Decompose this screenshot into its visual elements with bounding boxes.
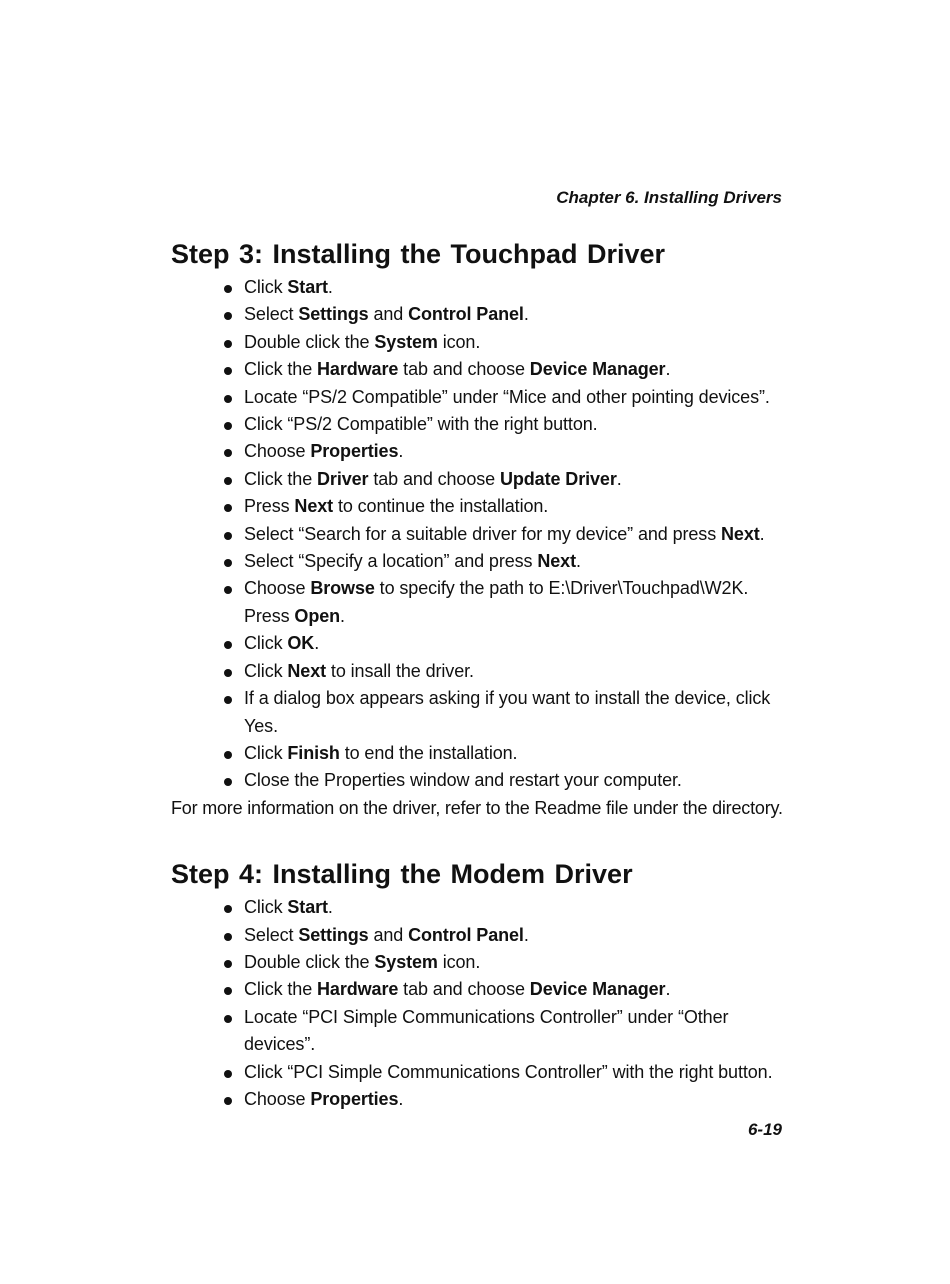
ui-term: Next	[537, 551, 576, 572]
ui-term: Next	[287, 660, 327, 681]
section-title: Step 4: Installing the Modem Driver	[171, 859, 633, 890]
section-note: For more information on the driver, refer to the Readme file under the directory.	[171, 797, 783, 818]
page-number: 6-19	[747, 1120, 782, 1139]
ui-term: Driver	[317, 468, 369, 489]
list-item: Click “PCI Simple Communications Controller” with the right button.	[244, 1059, 791, 1086]
ui-term: System	[374, 331, 438, 352]
ui-term: Control Panel	[408, 304, 524, 325]
list-item: Click Finish to end the installation.	[244, 740, 791, 767]
ui-term: Device Manager	[529, 359, 666, 380]
ui-term: Hardware	[317, 359, 399, 380]
list-item: Click the Driver tab and choose Update Driver.	[244, 466, 791, 493]
section-touchpad-driver	[171, 236, 791, 822]
list-item: Choose Properties.	[244, 1086, 791, 1113]
list-item: Click OK.	[244, 630, 791, 657]
list-item: Press Next to continue the installation.	[244, 493, 791, 520]
list-item: Choose Properties.	[244, 438, 791, 465]
list-item: Locate “PS/2 Compatible” under “Mice and other pointing devices”.	[244, 384, 791, 411]
ui-term: Settings	[298, 304, 369, 325]
ui-term: System	[374, 951, 438, 972]
ui-term: Start	[287, 897, 328, 918]
list-item: Double click the System icon.	[244, 329, 791, 356]
ui-term: OK	[287, 633, 315, 654]
ui-term: Next	[294, 496, 334, 517]
section-title: Step 3: Installing the Touchpad Driver	[171, 239, 666, 269]
step-list	[171, 274, 791, 795]
list-item: Select Settings and Control Panel.	[244, 922, 791, 949]
step-list	[171, 894, 791, 1113]
ui-term: Hardware	[317, 979, 399, 1000]
ui-term: Properties	[310, 441, 399, 462]
ui-term: Properties	[310, 1088, 399, 1109]
ui-term: Update Driver	[499, 468, 617, 489]
list-item: Click Start.	[244, 894, 791, 921]
list-item: Click the Hardware tab and choose Device Manager.	[244, 356, 791, 383]
ui-term: Settings	[298, 924, 369, 945]
section-modem-driver	[171, 856, 791, 1113]
list-item: Click “PS/2 Compatible” with the right button.	[244, 411, 791, 438]
section-spacer	[171, 822, 791, 856]
ui-term: Next	[721, 523, 760, 544]
list-item: Close the Properties window and restart your computer.	[244, 767, 791, 794]
list-item: Locate “PCI Simple Communications Controller” under “Other devices”.	[244, 1004, 791, 1059]
ui-term: Start	[287, 277, 328, 297]
ui-term: Control Panel	[408, 924, 524, 945]
list-item: Select “Search for a suitable driver for my device” and press Next.	[244, 521, 791, 548]
list-item: Choose Browse to specify the path to E:\Driver\Touchpad\W2K. Press Open.	[244, 575, 791, 630]
page-content	[171, 236, 791, 1113]
ui-term: Open	[294, 605, 341, 626]
list-item: If a dialog box appears asking if you want to install the device, click Yes.	[244, 685, 791, 740]
chapter-header: Chapter 6. Installing Drivers	[556, 188, 782, 207]
ui-term: Device Manager	[529, 979, 666, 1000]
list-item: Select Settings and Control Panel.	[244, 301, 791, 328]
list-item: Click Start.	[244, 274, 791, 301]
ui-term: Finish	[287, 742, 340, 763]
list-item: Double click the System icon.	[244, 949, 791, 976]
list-item: Click the Hardware tab and choose Device Manager.	[244, 976, 791, 1003]
list-item: Click Next to insall the driver.	[244, 658, 791, 685]
ui-term: Browse	[310, 578, 375, 599]
list-item: Select “Specify a location” and press Next.	[244, 548, 791, 575]
